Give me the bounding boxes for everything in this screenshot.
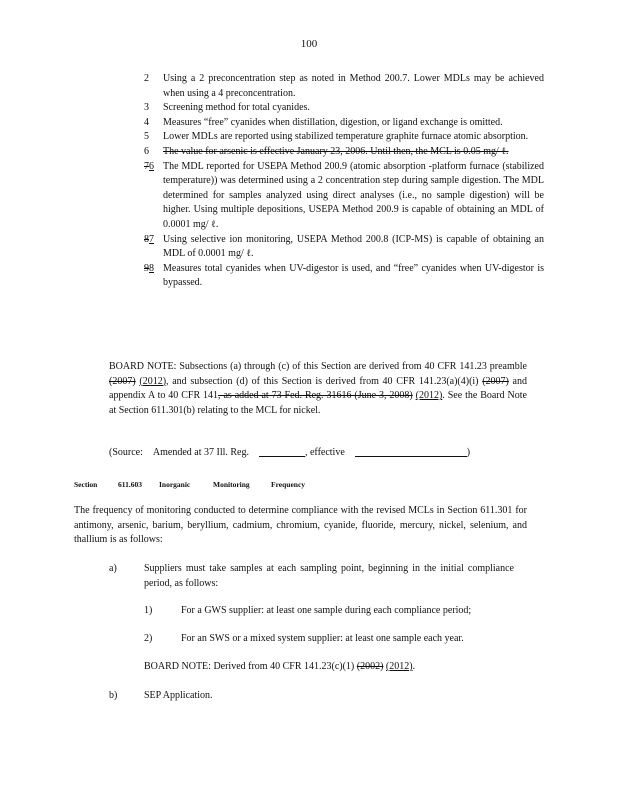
deleted-number: 7: [144, 160, 149, 172]
intro-paragraph: The frequency of monitoring conducted to determine compliance with the revised MCLs in Section 611.301 for antimony, arsenic, barium, beryllium, cadmium, chromium, cyanide, fluoride, mercury, nickel, selenium, and thallium is as follows:: [74, 505, 527, 546]
footnote-3: [144, 101, 544, 116]
subsection-b-text: SEP Application.: [144, 690, 213, 701]
inserted-text: (2012): [139, 375, 167, 387]
subsection-a-board-note: [144, 660, 415, 675]
inserted-text: (2012): [415, 390, 443, 402]
section-label: Section: [74, 480, 98, 489]
footnote-5: [144, 130, 544, 145]
footnote-number: 5: [144, 131, 149, 143]
footnote-text: Measures “free” cyanides when distillation, digestion, or ligand exchange is omitted.: [163, 116, 503, 128]
register-volume-blank: [259, 456, 305, 457]
deleted-number: 9: [144, 262, 149, 274]
item-1-text: For a GWS supplier: at least one sample during each compliance period;: [181, 605, 472, 616]
footnote-number: [144, 233, 154, 248]
deleted-text: , as added at 73 Fed. Reg. 31616 (June 3, 2008): [218, 390, 413, 402]
inserted-text: (2012): [385, 661, 413, 672]
deleted-text: (2007): [109, 375, 136, 387]
footnote-number: 2: [144, 73, 149, 84]
item-2-label: 2): [144, 633, 153, 644]
footnote-text: Screening method for total cyanides.: [163, 102, 310, 114]
footnote-number: [144, 160, 154, 175]
subsection-a-label: a): [109, 563, 117, 574]
section-title-word: Monitoring: [213, 480, 250, 489]
source-open: (Source:: [109, 447, 143, 458]
board-note-text: and appendix A to 40 CFR 141: [109, 375, 527, 402]
footnote-4: [144, 116, 544, 131]
section-title-word: Frequency: [271, 480, 306, 489]
source-close: ): [466, 447, 471, 458]
section-number: 611.603: [118, 480, 142, 489]
footnote-2: [144, 72, 544, 101]
effective-date-blank: [355, 456, 467, 457]
inserted-number: 6: [149, 160, 154, 172]
board-note-text: , and subsection (d) of this Section is derived from 40 CFR 141.23(a)(4)(i): [166, 375, 483, 387]
footnote-6-deleted: [144, 145, 544, 160]
deleted-text: (2002): [356, 661, 384, 672]
page-number: 100: [300, 38, 318, 50]
subsection-b-label: b): [109, 690, 118, 701]
source-line: [109, 446, 529, 461]
section-heading: [74, 478, 305, 493]
section-title-word: Inorganic: [159, 480, 191, 489]
inserted-number: 8: [149, 262, 154, 274]
item-2-text: For an SWS or a mixed system supplier: at least one sample each year.: [181, 633, 464, 644]
board-note-text: BOARD NOTE: Derived from 40 CFR 141.23(c)(1): [144, 661, 357, 672]
board-note: [109, 360, 527, 418]
footnote-text: The MDL reported for USEPA Method 200.9 (atomic absorption -platform furnace (stabilized temperature)) was determined using a 2 concentration step during sample digestion. The MDL determined for samples analyzed using direct analyses (i.e., no sample digestion) will be higher. Using multiple depositions, USEPA Method 200.9 is capable of obtaining an MDL of 0.0001 mg/ ℓ.: [163, 160, 544, 230]
footnote-text: Using a 2 preconcentration step as noted in Method 200.7. Lower MDLs may be achieved when using a 4 preconcentration.: [163, 73, 544, 99]
footnote-8-renumbered: [144, 233, 544, 262]
footnote-text: Using selective ion monitoring, USEPA Method 200.8 (ICP-MS) is capable of obtaining an MDL of 0.0001 mg/ ℓ.: [163, 233, 544, 260]
inserted-number: 7: [149, 233, 154, 245]
deleted-text: (2007): [482, 375, 509, 387]
footnote-number: 3: [144, 102, 149, 114]
deleted-number: 8: [144, 233, 149, 245]
board-note-text: . See the Board Note at Section 611.301(b) relating to the MCL for nickel.: [109, 390, 527, 416]
source-effective: , effective: [304, 447, 345, 458]
board-note-text: .: [412, 661, 416, 672]
subsection-a-text: Suppliers must take samples at each sampling point, beginning in the initial compliance period, as follows:: [144, 563, 514, 589]
footnotes-list: [144, 72, 544, 291]
footnote-number: 4: [144, 116, 149, 128]
footnote-text: Measures total cyanides when UV-digestor is used, and “free” cyanides when UV-digestor is bypassed.: [163, 262, 544, 289]
footnote-number: [144, 262, 154, 277]
footnote-9-renumbered: [144, 262, 544, 291]
footnote-7-renumbered: [144, 160, 544, 233]
source-amended: Amended at 37 Ill. Reg.: [152, 447, 249, 458]
item-1-label: 1): [144, 605, 153, 616]
board-note-text: BOARD NOTE: Subsections (a) through (c) of this Section are derived from 40 CFR 141.23 preamble: [109, 361, 527, 372]
footnote-number: 6: [144, 145, 149, 157]
footnote-text: The value for arsenic is effective January 23, 2006. Until then, the MCL is 0.05 mg/ ℓ.: [163, 145, 509, 157]
footnote-text: Lower MDLs are reported using stabilized temperature graphite furnace atomic absorption.: [163, 131, 529, 143]
